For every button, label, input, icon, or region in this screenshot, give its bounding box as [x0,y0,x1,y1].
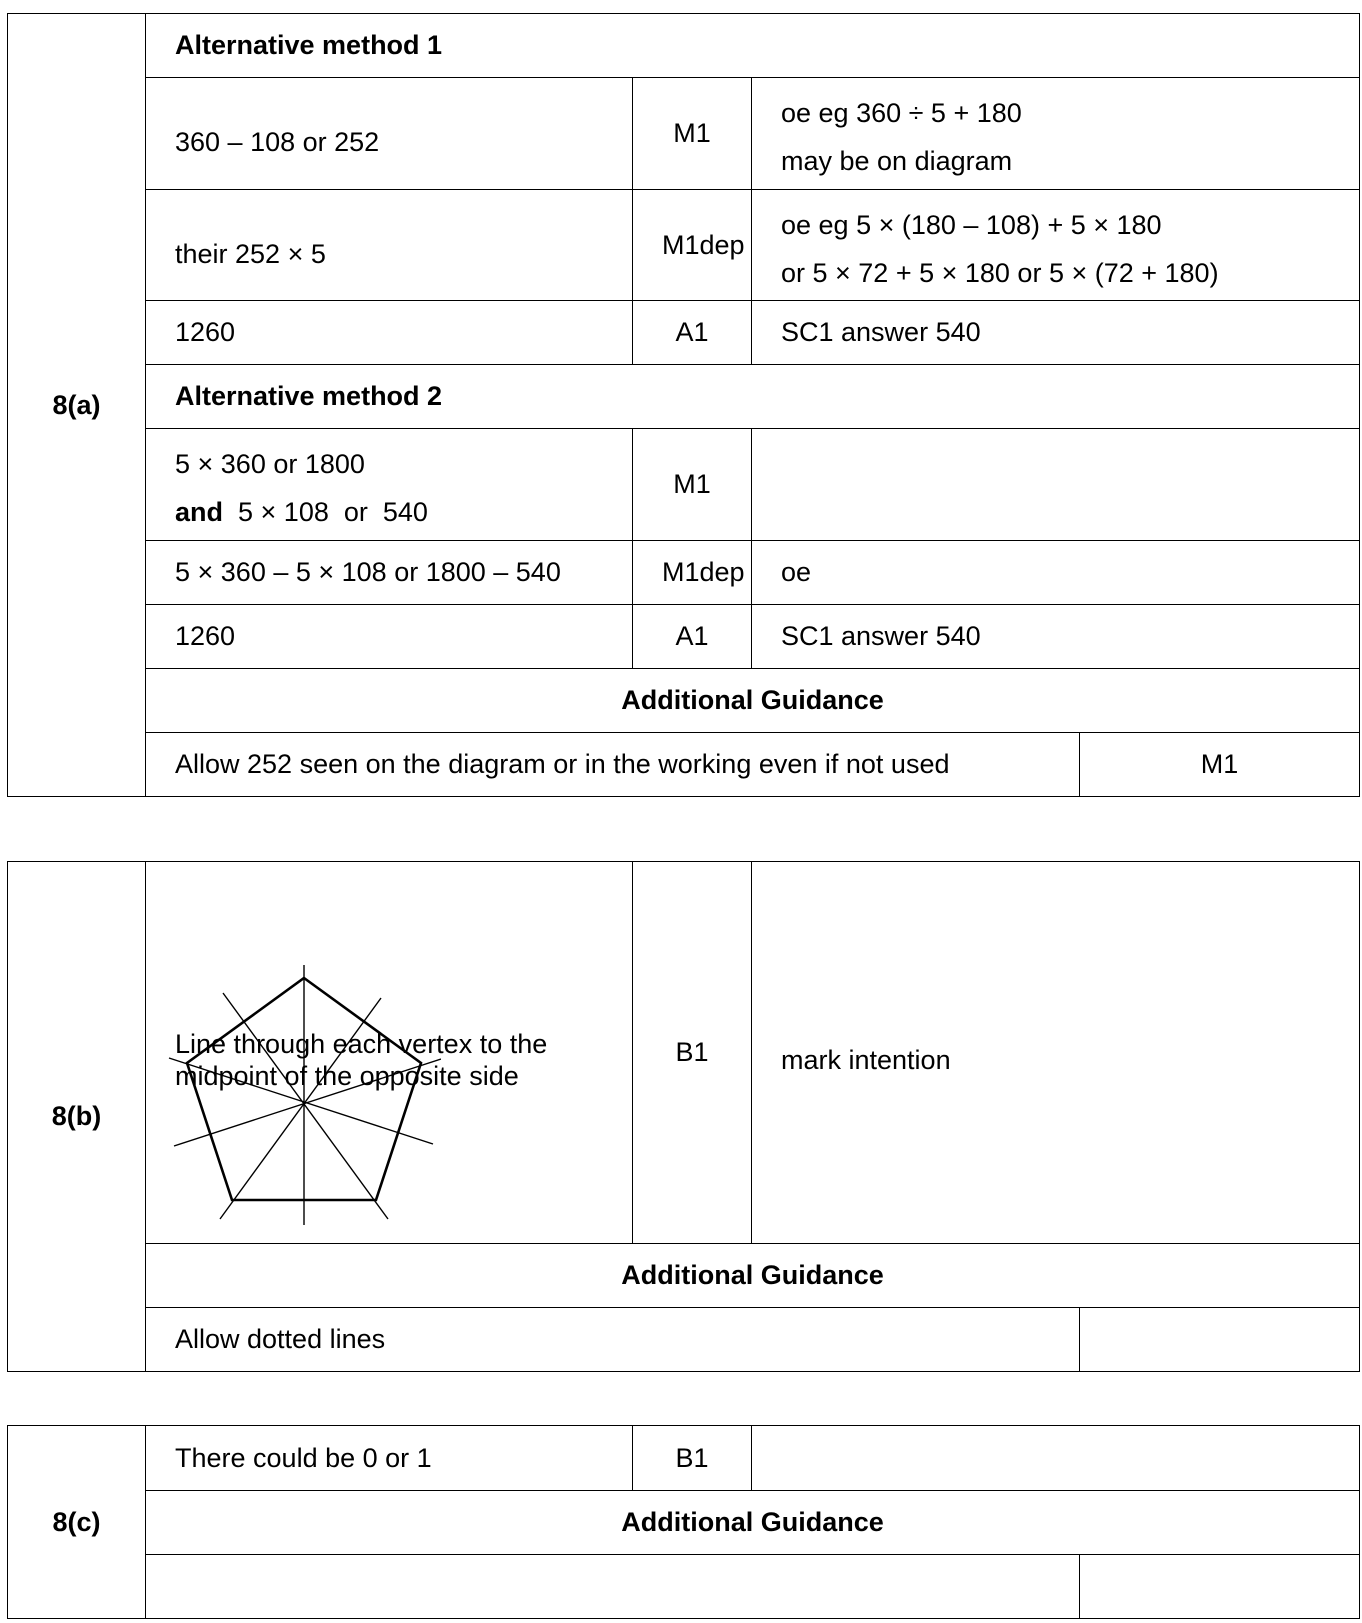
answer-cell: 5 × 360 – 5 × 108 or 1800 – 540 [146,541,633,605]
table-row [8,862,1360,1244]
guidance-mark: M1 [1080,733,1360,797]
alt2-header-row [8,365,1360,429]
mark-cell: M1 [633,78,752,190]
mark-scheme-table-8b [7,861,1360,1372]
answer-cell: 1260 [146,301,633,365]
guidance-text: Allow 252 seen on the diagram or in the working even if not used [146,733,1080,797]
comment-cell: oe [752,541,1360,605]
table-row [8,78,1360,190]
guidance-mark [1080,1555,1360,1619]
guidance-header-row [8,1244,1360,1308]
table-row [8,301,1360,365]
guidance-title: Additional Guidance [146,669,1360,733]
guidance-mark [1080,1308,1360,1372]
question-number: 8(b) [8,862,146,1372]
guidance-row [8,1555,1360,1619]
mark-cell: A1 [633,301,752,365]
guidance-title: Additional Guidance [146,1491,1360,1555]
guidance-row [8,1308,1360,1372]
answer-cell: There could be 0 or 1 [146,1426,633,1491]
mark-cell: B1 [633,1426,752,1491]
question-number: 8(c) [8,1426,146,1619]
pentagon-with-symmetry-lines-icon [161,962,441,1232]
answer-cell: Line through each vertex to the midpoint of the opposite side [146,862,633,1244]
mark-cell: M1dep [633,541,752,605]
guidance-header-row [8,1491,1360,1555]
mark-scheme-table-8a [7,13,1360,797]
guidance-row [8,733,1360,797]
method-title: Alternative method 2 [146,365,1360,429]
mark-cell: B1 [633,862,752,1244]
comment-cell: oe eg 5 × (180 – 108) + 5 × 180 or 5 × 72 + 5 × 180 or 5 × (72 + 180) [752,190,1360,301]
comment-cell [752,429,1360,541]
comment-cell: SC1 answer 540 [752,301,1360,365]
comment-cell: mark intention [752,862,1360,1244]
table-row [8,1426,1360,1491]
comment-cell: SC1 answer 540 [752,605,1360,669]
guidance-text [146,1555,1080,1619]
table-row [8,190,1360,301]
comment-cell: oe eg 360 ÷ 5 + 180 may be on diagram [752,78,1360,190]
method-title: Alternative method 1 [146,14,1360,78]
guidance-header-row [8,669,1360,733]
alt1-header-row [8,14,1360,78]
mark-cell: M1dep [633,190,752,301]
mark-cell: M1 [633,429,752,541]
table-row [8,429,1360,541]
answer-cell: their 252 × 5 [146,190,633,301]
table-row [8,541,1360,605]
guidance-title: Additional Guidance [146,1244,1360,1308]
mark-scheme-table-8c [7,1425,1360,1619]
answer-cell: 1260 [146,605,633,669]
comment-cell [752,1426,1360,1491]
table-row [8,605,1360,669]
question-number: 8(a) [8,14,146,797]
mark-cell: A1 [633,605,752,669]
answer-cell: 360 – 108 or 252 [146,78,633,190]
answer-cell: 5 × 360 or 1800 and 5 × 108 or 540 [146,429,633,541]
guidance-text: Allow dotted lines [146,1308,1080,1372]
